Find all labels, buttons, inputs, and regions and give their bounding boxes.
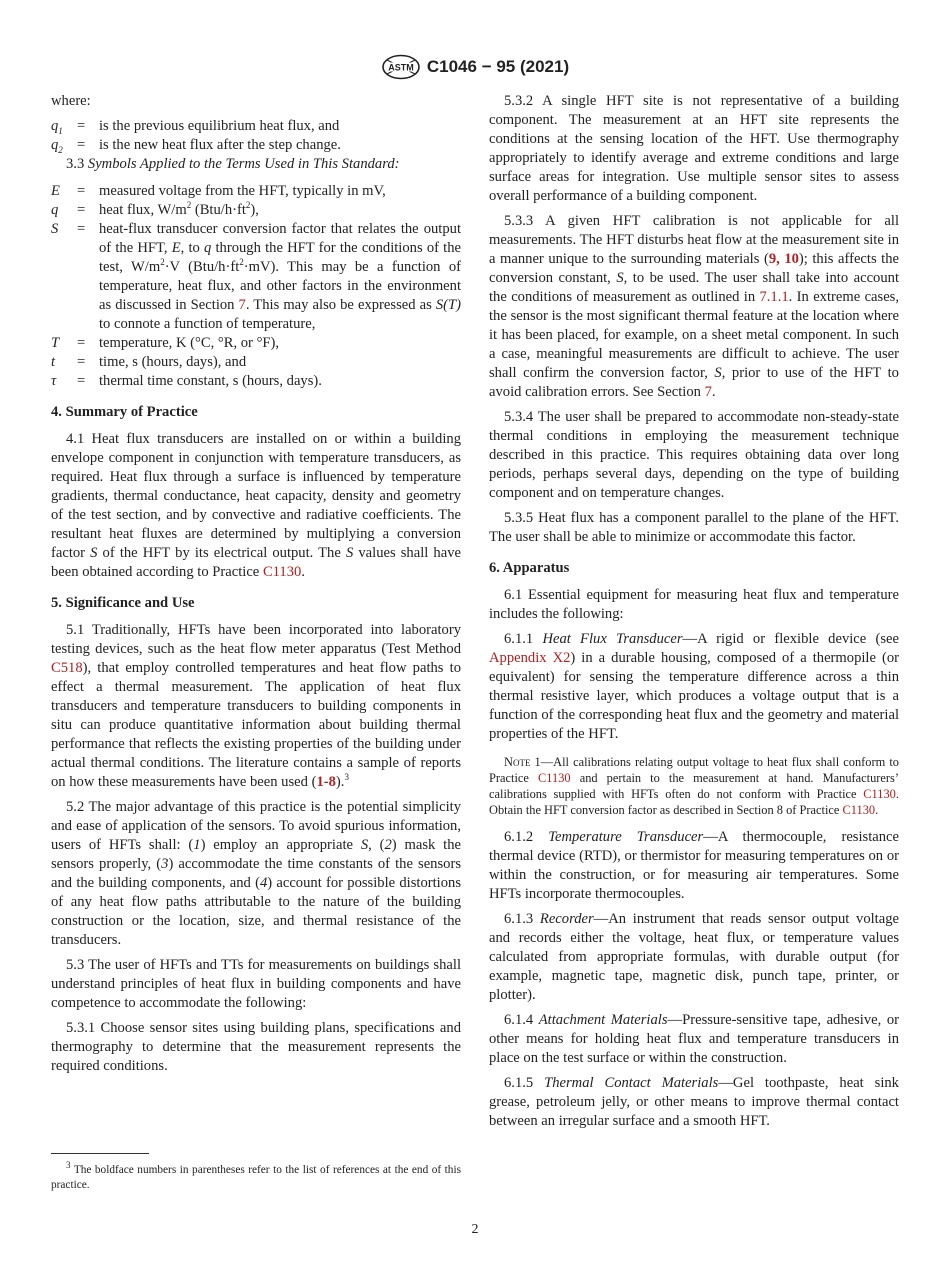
- where-label: where:: [51, 93, 91, 109]
- paragraph-6-1-2: 6.1.2 Temperature Transducer—A thermocouple, resistance thermal device (RTD), or thermistor for measuring temperatures on or within the construction, or for measuring air temperatures. Some HFTs incorporate thermocouples.: [489, 829, 899, 902]
- paragraph-5-3-5: 5.3.5 Heat flux has a component parallel to the plane of the HFT. The user shall be able to minimize or accommodate this factor.: [489, 510, 899, 545]
- symbol-T: T = temperature, K (°C, °R, or °F),: [51, 335, 280, 351]
- svg-text:ASTM: ASTM: [388, 62, 414, 73]
- document-designation: C1046 − 95 (2021): [426, 57, 570, 76]
- q1-definition: $q_1$ = is the previous equilibrium heat flux, and: [51, 118, 340, 136]
- c518-link[interactable]: C518: [51, 660, 83, 676]
- appendix-x2-link[interactable]: Appendix X2: [489, 650, 571, 666]
- page-header: [0, 54, 950, 80]
- paragraph-5-3-4: 5.3.4 The user shall be prepared to accommodate non-steady-state thermal conditions in employing the measurement technique described in this practice. This requires obtaining data over long periods, perhaps several days, depending on the type of building component and on temperature changes.: [489, 409, 899, 501]
- note-1: Note 1—All calibrations relating output voltage to heat flux shall conform to Practice C1130 and pertain to the measurement at hand. Manufacturers’ calibrations supplied with HFTs often do not conform with Practice C1130. Obtain the HFT conversion factor as described in Section 8 of Practice C1130.: [489, 755, 899, 817]
- left-column: [51, 92, 461, 1082]
- symbol-definitions: [51, 182, 461, 391]
- c1130-link-note-2[interactable]: C1130: [863, 787, 896, 801]
- paragraph-5-1: 5.1 Traditionally, HFTs have been incorporated into laboratory testing devices, such as the heat flow meter apparatus (Test Method C518), that employ controlled temperatures and heat flow paths to effect a thermal measurement. The application of heat flux transducers and temperature transducers to building components in situ can produce quantitative information about building thermal performance that reflects the existing properties of the building under actual thermal conditions. The literature contains a sample of reports on how these measurements have been used (1-8).$^3$: [51, 622, 461, 790]
- symbol-t: t = time, s (hours, days), and: [51, 354, 247, 370]
- symbol-E: E = measured voltage from the HFT, typically in mV,: [51, 183, 386, 199]
- paragraph-4-1: 4.1 Heat flux transducers are installed on or within a building envelope component in conjunction with temperature transducers, as required. Heat flux through a surface is influenced by temperature gradients, thermal conductance, heat capacity, density and geometry of the test section, and by convective and radiative coefficients. The resultant heat fluxes are determined by multiplying a conversion factor S of the HFT by its electrical output. The S values shall have been obtained according to Practice C1130.: [51, 431, 461, 580]
- c1130-link[interactable]: C1130: [262, 564, 302, 580]
- footnote-3: $^3$ The boldface numbers in parentheses refer to the list of references at the end of this practice.: [51, 1160, 461, 1191]
- section-7-link-2[interactable]: 7: [704, 384, 712, 400]
- page-number: 2: [471, 1222, 479, 1237]
- q2-definition: $q_2$ = is the new heat flux after the step change.: [51, 137, 341, 155]
- section-7-1-1-link[interactable]: 7.1.1: [759, 289, 789, 305]
- footnote-3-marker: 3: [344, 772, 349, 783]
- section-3-3-heading: 3.3 Symbols Applied to the Terms Used in This Standard:: [66, 156, 400, 172]
- paragraph-6-1-3: 6.1.3 Recorder—An instrument that reads sensor output voltage and records either the voltage, heat flux, or temperature values calculated from appropriate formulas, with durable output (for example, magnetic tape, magnetic disk, punch tape, printer, or plotter).: [489, 911, 899, 1003]
- paragraph-6-1-1: 6.1.1 Heat Flux Transducer—A rigid or flexible device (see Appendix X2) in a durable housing, composed of a thermopile (or equivalent) for sensing the temperature difference across a thin thermal resistive layer, which produces a voltage output that is a function of the corresponding heat flux and the geometry and material properties of the HFT.: [489, 631, 899, 742]
- symbol-S: S = heat-flux transducer conversion factor that relates the output of the HFT, E, to q through the HFT for the conditions of the test, $W/m^2\cdot V$ $(Btu/h\cdot ft^2\cdot mV)$. This may be a function of temperature, heat flux, and other factors in the environment as discussed in Section 7. This may also be expressed as S(T) to connote a function of temperature,: [51, 221, 462, 332]
- section-4-heading: 4. Summary of Practice: [51, 404, 198, 420]
- symbol-tau: τ = thermal time constant, s (hours, days).: [51, 373, 322, 389]
- paragraph-5-3-3: 5.3.3 A given HFT calibration is not applicable for all measurements. The HFT disturbs heat flow at the measurement site in a manner unique to the surrounding materials (9, 10); this affects the conversion constant, S, to be used. The user shall take into account the conditions of measurement as outlined in 7.1.1. In extreme cases, the sensor is the most significant thermal feature at the location where it has been placed, for example, on a sheet metal component. In such a case, meaningful measurements are difficult to achieve. The user shall confirm the conversion factor, S, prior to use of the HFT to avoid calibration errors. See Section 7.: [489, 213, 900, 400]
- symbol-q: q = heat flux, $W/m^2$ $(Btu/h\cdot ft^2)$,: [51, 200, 259, 218]
- references-1-8-link[interactable]: 1-8: [316, 774, 336, 790]
- c1130-link-note-1[interactable]: C1130: [538, 771, 571, 785]
- q-definitions: [51, 117, 461, 155]
- paragraph-6-1: 6.1 Essential equipment for measuring heat flux and temperature includes the following:: [489, 587, 899, 622]
- paragraph-5-3-1: 5.3.1 Choose sensor sites using building plans, specifications and thermography to determine that the measurement represents the required conditions.: [51, 1020, 461, 1074]
- right-column: [489, 92, 899, 1137]
- paragraph-5-3: 5.3 The user of HFTs and TTs for measurements on buildings shall understand principles of heat flux in building components and have competence to accommodate the following:: [51, 957, 461, 1011]
- paragraph-5-3-2: 5.3.2 A single HFT site is not representative of a building component. The measurement at an HFT site represents the conditions at the sensing location of the HFT. Use thermography appropriately to identify average and extreme conditions and large surface areas for integration. Use multiple sensor sites to assess overall performance of a building component.: [489, 93, 899, 204]
- references-9-10-link[interactable]: 9, 10: [768, 251, 799, 267]
- c1130-link-note-3[interactable]: C1130: [842, 803, 876, 817]
- paragraph-5-2: 5.2 The major advantage of this practice is the potential simplicity and ease of application of the sensors. To avoid spurious information, users of HFTs shall: (1) employ an appropriate S, (2) mask the sensors properly, (3) accommodate the time constants of the sensors and the building components, and (4) account for possible distortions of any heat flow paths attributable to the nature of the building construction or the location, size, and thermal resistance of the transducers.: [51, 799, 461, 948]
- paragraph-6-1-4: 6.1.4 Attachment Materials—Pressure-sensitive tape, adhesive, or other means for holding heat flux and temperature transducers in place on the test surface or within the construction.: [489, 1012, 899, 1066]
- footnote-rule: [51, 1153, 149, 1154]
- astm-logo-icon: [381, 54, 421, 80]
- section-6-heading: 6. Apparatus: [489, 560, 570, 576]
- section-7-link[interactable]: 7: [238, 297, 246, 313]
- paragraph-6-1-5: 6.1.5 Thermal Contact Materials—Gel toothpaste, heat sink grease, petroleum jelly, or other means to improve thermal contact between an irregular surface and a smooth HFT.: [489, 1075, 899, 1129]
- section-5-heading: 5. Significance and Use: [51, 595, 195, 611]
